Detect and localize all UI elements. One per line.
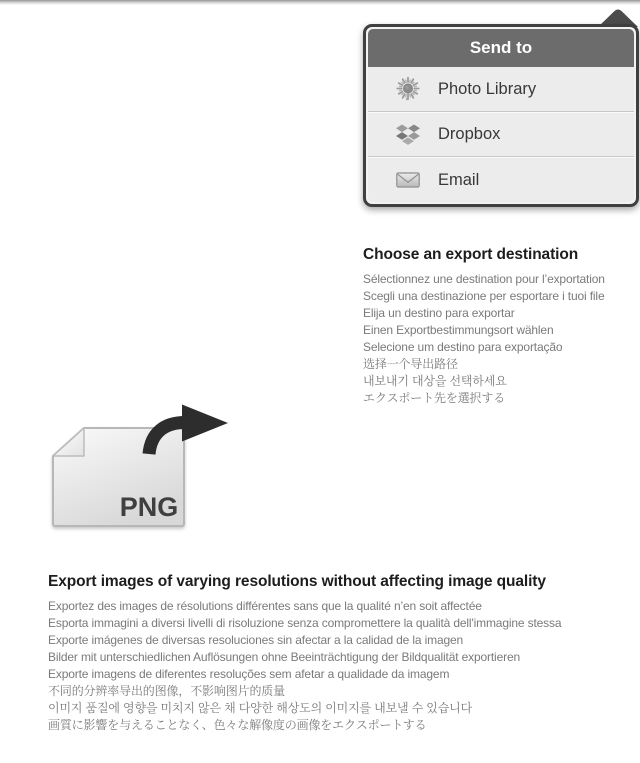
translation-line-de: Einen Exportbestimmungsort wählen <box>363 323 554 337</box>
png-label: PNG <box>119 492 179 522</box>
translation-line-it: Scegli una destinazione per esportare i tuoi file <box>363 289 605 303</box>
translation-line-fr: Sélectionnez une destination pour l’exportation <box>363 272 605 286</box>
png-file-icon <box>53 428 184 526</box>
send-to-popup <box>363 24 639 207</box>
photo-library-icon <box>394 77 422 101</box>
translation-line-es: Elija un destino para exportar <box>363 306 515 320</box>
destination-heading: Choose an export destination <box>363 246 579 263</box>
popup-title: Send to <box>368 29 634 67</box>
translation-line-ja: 画質に影響を与えることなく、色々な解像度の画像をエクスポートする <box>48 718 427 732</box>
translation-line-fr: Exportez des images de résolutions différentes sans que la qualité n’en soit affectée <box>48 599 482 613</box>
menu-item-photo-library[interactable] <box>368 67 634 112</box>
translation-line-es: Exporte imágenes de diversas resoluciones sin afectar a la calidad de la imagen <box>48 633 464 647</box>
translation-line-de: Bilder mit unterschiedlichen Auflösungen ohne Beeinträchtigung der Bildqualität exportieren <box>48 650 520 664</box>
translation-line-ja: エクスポート先を選択する <box>363 391 506 405</box>
menu-item-label: Photo Library <box>438 79 537 98</box>
quality-section <box>48 572 638 734</box>
translation-line-pt: Exporte imagens de diferentes resoluções sem afetar a qualidade da imagem <box>48 667 450 681</box>
destination-section <box>363 245 640 407</box>
top-edge-divider <box>0 0 640 5</box>
email-icon <box>394 171 422 189</box>
menu-item-email[interactable] <box>368 157 634 202</box>
translation-line-pt: Selecione um destino para exportação <box>363 340 563 354</box>
menu-item-label: Email <box>438 170 480 189</box>
translation-line-ko: 이미지 품질에 영향을 미치지 않은 채 다양한 해상도의 이미지를 내보낼 수 있습니다 <box>48 701 473 715</box>
dropbox-icon <box>394 124 422 146</box>
translation-line-zh: 不同的分辨率导出的图像，不影响图片的质量 <box>48 684 286 698</box>
quality-heading: Export images of varying resolutions without affecting image quality <box>48 573 546 590</box>
translation-line-zh: 选择一个导出路径 <box>363 357 458 371</box>
translation-line-ko: 내보내기 대상을 선택하세요 <box>363 374 507 388</box>
png-export-graphic <box>45 402 235 537</box>
translation-line-it: Esporta immagini a diversi livelli di risoluzione senza compromettere la qualità dell'immagine stessa <box>48 616 562 630</box>
menu-item-dropbox[interactable] <box>368 112 634 157</box>
menu-item-label: Dropbox <box>438 125 501 143</box>
